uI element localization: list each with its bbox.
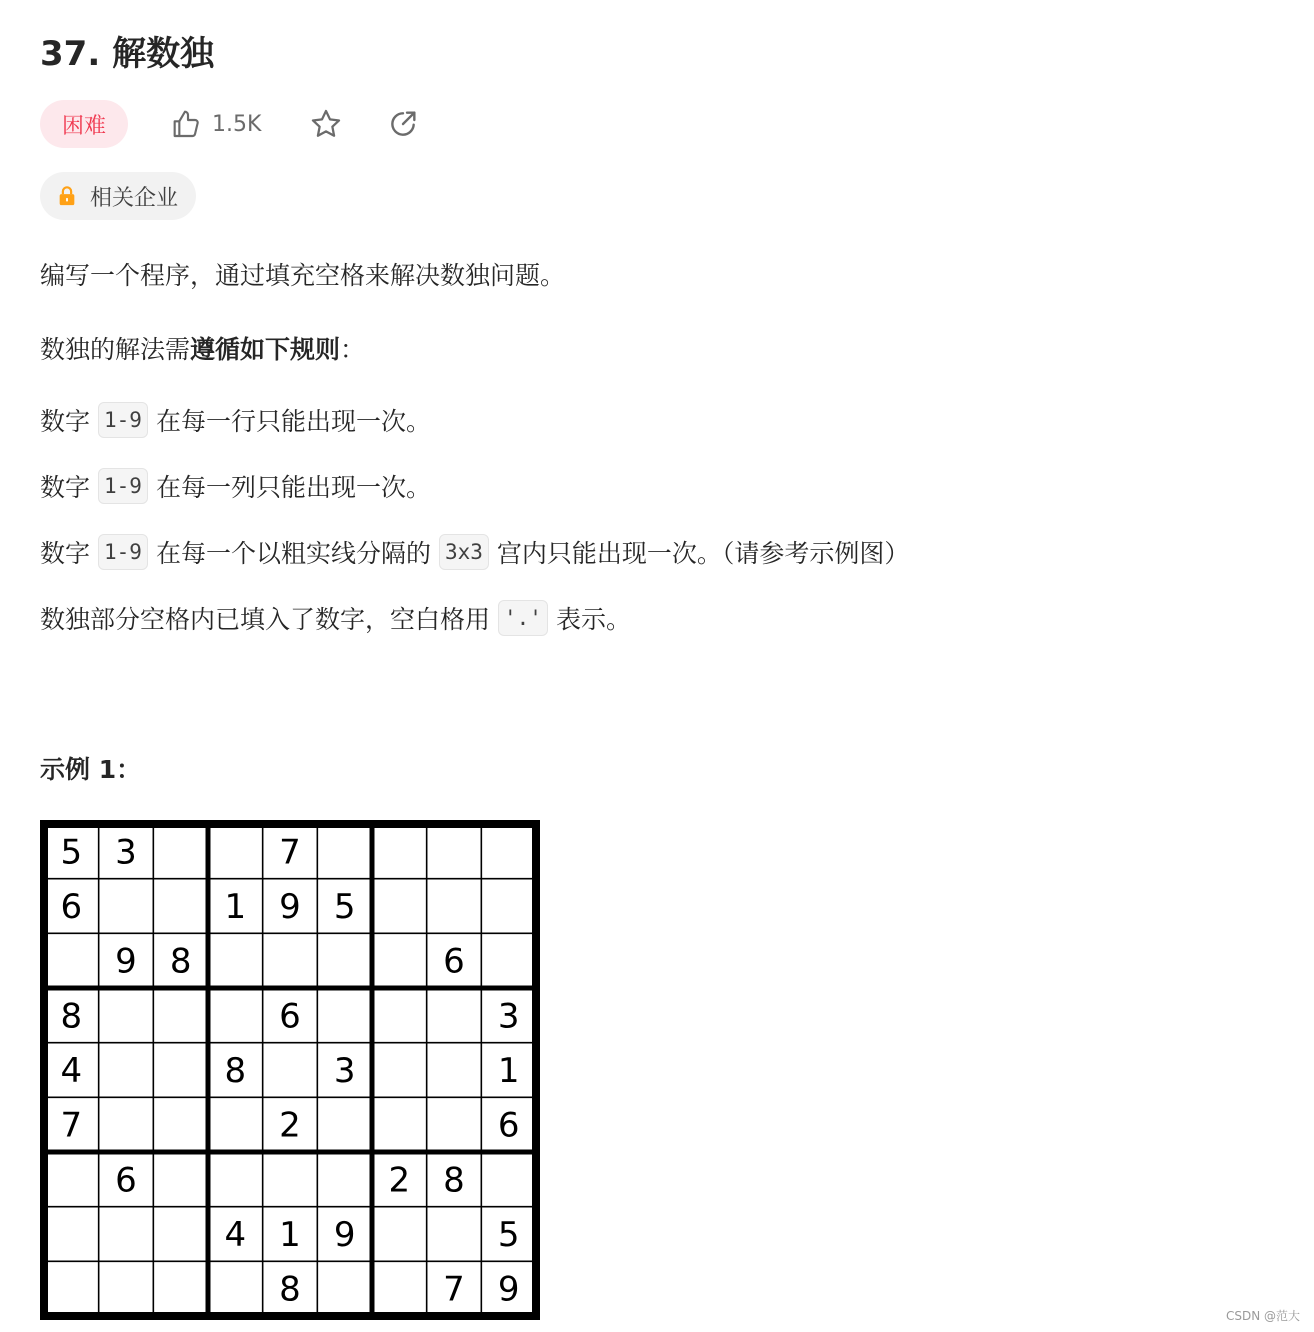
rules-suffix: ： bbox=[340, 335, 366, 364]
rule-text: 在每一个以粗实线分隔的 bbox=[155, 539, 431, 568]
sudoku-cell-digit: 8 bbox=[279, 1269, 301, 1310]
sudoku-board bbox=[40, 820, 540, 1320]
inline-code: '.' bbox=[498, 600, 548, 636]
sudoku-cell-digit: 3 bbox=[497, 996, 520, 1037]
sudoku-cell-digit: 5 bbox=[333, 887, 356, 927]
inline-code: 1-9 bbox=[98, 534, 148, 570]
inline-code: 1-9 bbox=[98, 468, 148, 504]
sudoku-cell-digit: 5 bbox=[60, 832, 83, 873]
sudoku-cell-digit: 9 bbox=[115, 941, 137, 982]
sudoku-cell-digit: 9 bbox=[333, 1215, 356, 1255]
sudoku-cell-digit: 8 bbox=[60, 996, 83, 1037]
note-text: 表示。 bbox=[555, 605, 631, 634]
problem-title: 37. 解数独 bbox=[40, 34, 215, 74]
sudoku-cell-digit: 6 bbox=[115, 1160, 137, 1201]
sudoku-cell-digit: 4 bbox=[224, 1215, 247, 1255]
note-empty-cells bbox=[40, 600, 631, 636]
sudoku-cell-digit: 6 bbox=[60, 887, 83, 927]
sudoku-cell-digit: 8 bbox=[169, 941, 192, 982]
sudoku-cell-digit: 1 bbox=[279, 1215, 301, 1255]
inline-code: 1-9 bbox=[98, 402, 148, 438]
rules-bold: 遵循如下规则 bbox=[190, 335, 341, 364]
rule-text: 数字 bbox=[40, 407, 91, 436]
sudoku-cell-digit: 5 bbox=[497, 1215, 520, 1255]
note-text: 数独部分空格内已填入了数字，空白格用 bbox=[40, 605, 491, 634]
related-companies-tag[interactable] bbox=[40, 172, 196, 220]
sudoku-cell-digit: 2 bbox=[279, 1105, 301, 1146]
sudoku-cell-digit: 1 bbox=[497, 1051, 520, 1091]
problem-meta-bar bbox=[40, 100, 419, 148]
like-button[interactable] bbox=[170, 108, 261, 140]
rule-text: 数字 bbox=[40, 473, 91, 502]
sudoku-cell-digit: 8 bbox=[224, 1051, 247, 1091]
example-label: 示例 1： bbox=[40, 755, 142, 784]
rule-row bbox=[40, 402, 431, 438]
lock-icon bbox=[56, 185, 78, 207]
sudoku-cell-digit: 3 bbox=[333, 1051, 356, 1091]
inline-code: 3x3 bbox=[439, 534, 489, 570]
rule-column bbox=[40, 468, 431, 504]
sudoku-cell-digit: 6 bbox=[279, 996, 301, 1037]
rule-text: 数字 bbox=[40, 539, 91, 568]
rules-heading bbox=[40, 330, 365, 366]
rule-text: 在每一列只能出现一次。 bbox=[155, 473, 431, 502]
sudoku-cell-digit: 9 bbox=[279, 887, 301, 927]
sudoku-cell-digit: 4 bbox=[60, 1051, 83, 1091]
sudoku-cell-digit: 2 bbox=[388, 1160, 411, 1201]
rules-prefix: 数独的解法需 bbox=[40, 335, 191, 364]
rule-text: 宫内只能出现一次。（请参考示例图） bbox=[496, 539, 910, 568]
share-icon[interactable] bbox=[387, 108, 419, 140]
related-companies-label: 相关企业 bbox=[90, 185, 179, 211]
intro-text: 编写一个程序，通过填充空格来解决数独问题。 bbox=[40, 261, 566, 290]
sudoku-cell-digit: 7 bbox=[60, 1105, 83, 1146]
sudoku-cell-digit: 9 bbox=[497, 1269, 520, 1310]
thumbs-up-icon bbox=[170, 108, 202, 140]
star-icon[interactable] bbox=[309, 107, 343, 141]
sudoku-cell-digit: 7 bbox=[279, 832, 301, 873]
sudoku-cell-digit: 6 bbox=[497, 1105, 520, 1146]
rule-text: 在每一行只能出现一次。 bbox=[155, 407, 431, 436]
sudoku-cell-digit: 6 bbox=[443, 941, 465, 982]
difficulty-badge: 困难 bbox=[40, 100, 128, 148]
sudoku-cell-digit: 8 bbox=[443, 1160, 465, 1201]
sudoku-cell-digit: 3 bbox=[115, 832, 137, 873]
sudoku-cell-digit: 7 bbox=[443, 1269, 465, 1310]
rule-box bbox=[40, 534, 909, 570]
sudoku-cell-digit: 1 bbox=[224, 887, 247, 927]
like-count: 1.5K bbox=[212, 111, 262, 137]
watermark: CSDN @范大 bbox=[1225, 1309, 1300, 1323]
